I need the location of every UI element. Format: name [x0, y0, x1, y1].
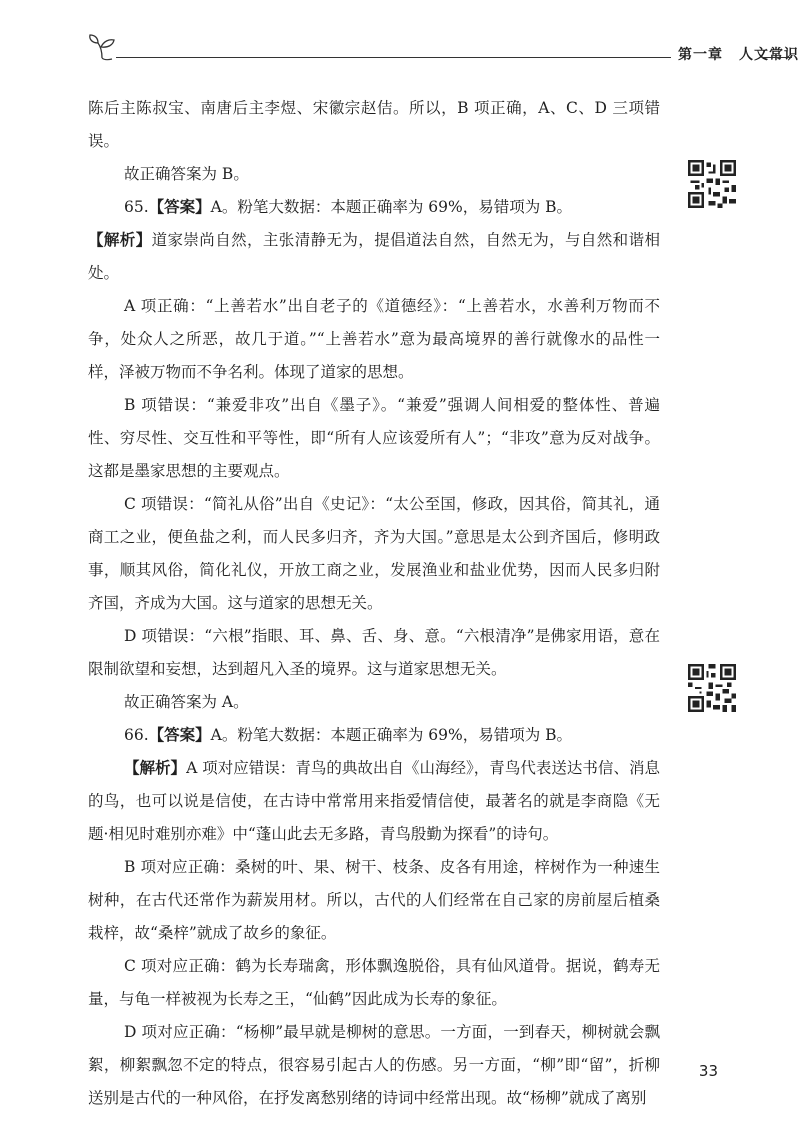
paragraph — [88, 719, 660, 752]
paragraph-text: B 项对应正确：桑树的叶、果、树干、枝条、皮各有用途，梓树作为一种速生树种，在古代还常作为薪炭用材。所以，古代的人们经常在自己家的房前屋后植桑栽梓，故“桑梓”就成了故乡的象征。 — [88, 858, 660, 942]
qr-code-icon[interactable] — [688, 160, 736, 208]
paragraph — [88, 752, 660, 851]
paragraph-text: B 项错误：“兼爱非攻”出自《墨子》。“兼爱”强调人间相爱的整体性、普遍性、穷尽性、交互性和平等性，即“所有人应该爱所有人”；“非攻”意为反对战争。这都是墨家思想的主要观点。 — [88, 396, 660, 480]
paragraph — [88, 1016, 660, 1115]
paragraph — [88, 851, 660, 950]
question-number: 65. — [124, 198, 149, 216]
paragraph — [88, 224, 660, 290]
paragraph — [88, 620, 660, 686]
qr-code-icon[interactable] — [688, 664, 736, 712]
paragraph-text: C 项错误：“简礼从俗”出自《史记》：“太公至国，修政，因其俗，简其礼，通商工之业，便鱼盐之利，而人民多归齐，齐为大国。”意思是太公到齐国后，修明政事，顺其风俗，简化礼仪，开放工商之业，发展渔业和盐业优势，因而人民多归附齐国，齐成为大国。这与道家的思想无关。 — [88, 495, 660, 612]
paragraph-text: A。粉笔大数据：本题正确率为 69%，易错项为 B。 — [210, 726, 573, 744]
answer-label: 【答案】 — [148, 198, 211, 216]
page-number: 33 — [698, 1062, 718, 1080]
paragraph — [88, 158, 660, 191]
paragraph-text: A 项正确：“上善若水”出自老子的《道德经》：“上善若水，水善利万物而不争，处众人之所恶，故几于道。”“上善若水”意为最高境界的善行就像水的品性一样，泽被万物而不争名利。体现了道家的思想。 — [88, 297, 660, 381]
paragraph — [88, 92, 660, 158]
question-number: 66. — [124, 726, 149, 744]
paragraph-text: 陈后主陈叔宝、南唐后主李煜、宋徽宗赵佶。所以，B 项正确，A、C、D 三项错误。 — [88, 99, 660, 150]
page-body — [88, 92, 660, 1115]
paragraph — [88, 686, 660, 719]
paragraph — [88, 488, 660, 620]
paragraph-text: D 项错误：“六根”指眼、耳、鼻、舌、身、意。“六根清净”是佛家用语，意在限制欲望和妄想，达到超凡入圣的境界。这与道家思想无关。 — [88, 627, 660, 678]
chapter-title: 人文常识 — [739, 47, 799, 63]
paragraph — [88, 950, 660, 1016]
analysis-label: 【解析】 — [124, 759, 187, 777]
paragraph-text: A。粉笔大数据：本题正确率为 69%，易错项为 B。 — [210, 198, 573, 216]
chapter-number: 第一章 — [678, 47, 723, 63]
paragraph-text: 故正确答案为 B。 — [124, 165, 249, 183]
paragraph-text: 道家崇尚自然，主张清静无为，提倡道法自然，自然无为，与自然和谐相处。 — [88, 231, 660, 282]
paragraph — [88, 290, 660, 389]
paragraph-text: C 项对应正确：鹤为长寿瑞禽，形体飘逸脱俗，具有仙风道骨。据说，鹤寿无量，与龟一样被视为长寿之王，“仙鹤”因此成为长寿的象征。 — [88, 957, 660, 1008]
chapter-heading — [678, 44, 799, 64]
answer-label: 【答案】 — [148, 726, 211, 744]
paragraph-text: A 项对应错误：青鸟的典故出自《山海经》，青鸟代表送达书信、消息的鸟，也可以说是信使，在古诗中常常用来指爱情信使，最著名的就是李商隐《无题·相见时难别亦难》中“蓬山此去无多路，青鸟殷勤为探看”的诗句。 — [88, 759, 660, 843]
paragraph-text: D 项对应正确：“杨柳”最早就是柳树的意思。一方面，一到春天，柳树就会飘絮，柳絮飘忽不定的特点，很容易引起古人的伤感。另一方面，“柳”即“留”，折柳送别是古代的一种风俗，在抒发离愁别绪的诗词中经常出现。故“杨柳”就成了离别 — [88, 1023, 660, 1107]
analysis-label: 【解析】 — [88, 231, 152, 249]
leaf-sprout-icon — [86, 32, 120, 66]
page-header — [86, 30, 799, 70]
header-rule-right — [762, 57, 792, 58]
paragraph — [88, 191, 660, 224]
paragraph-text: 故正确答案为 A。 — [124, 693, 249, 711]
paragraph — [88, 389, 660, 488]
header-rule-left — [116, 57, 671, 58]
